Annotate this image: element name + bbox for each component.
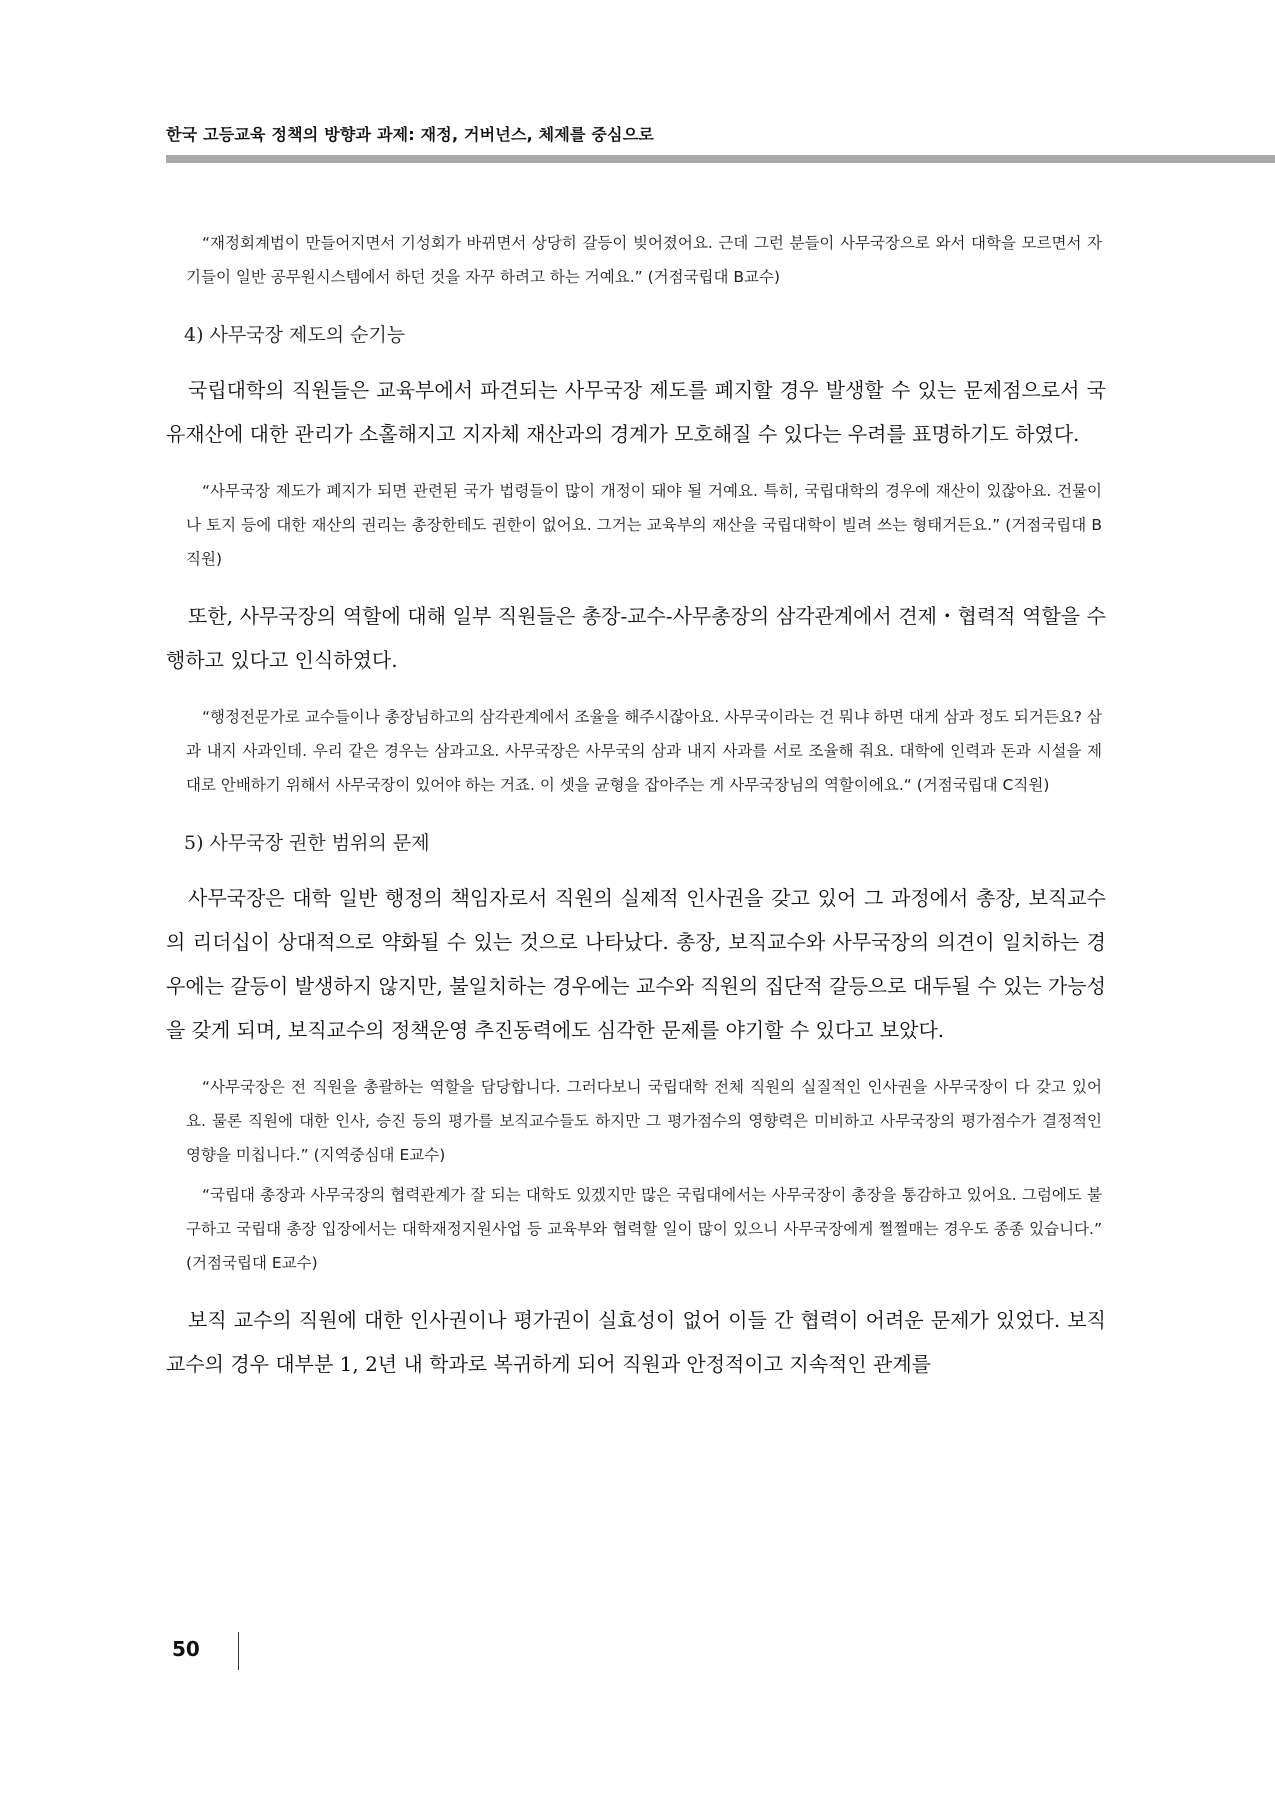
running-header: 한국 고등교육 정책의 방향과 과제: 재정, 거버넌스, 체제를 중심으로 [166, 125, 655, 144]
page-content [166, 226, 1106, 1386]
page-number: 50 [172, 1637, 200, 1661]
body-paragraph: 보직 교수의 직원에 대한 인사권이나 평가권이 실효성이 없어 이들 간 협력이 어려운 문제가 있었다. 보직 교수의 경우 대부분 1, 2년 내 학과로 복귀하게 되어 직원과 안정적이고 지속적인 관계를 [166, 1308, 1106, 1376]
section-heading: 5) 사무국장 권한 범위의 문제 [184, 832, 430, 854]
body-paragraph: 사무국장은 대학 일반 행정의 책임자로서 직원의 실제적 인사권을 갖고 있어 그 과정에서 총장, 보직교수의 리더십이 상대적으로 약화될 수 있는 것으로 나타났다. 총장, 보직교수와 사무국장의 의견이 일치하는 경우에는 갈등이 발생하지 않지만, 불일치하는 경우에는 교수와 직원의 집단적 갈등으로 대두될 수 있는 가능성을 갖게 되며, 보직교수의 정책운영 추진동력에도 심각한 문제를 야기할 수 있다고 보았다. [166, 886, 1106, 1042]
header-rule [166, 155, 1275, 163]
body-paragraph: 국립대학의 직원들은 교육부에서 파견되는 사무국장 제도를 폐지할 경우 발생할 수 있는 문제점으로서 국유재산에 대한 관리가 소홀해지고 지자체 재산과의 경계가 모호해질 수 있다는 우려를 표명하기도 하였다. [166, 378, 1106, 446]
interview-quote: “행정전문가로 교수들이나 총장님하고의 삼각관계에서 조율을 해주시잖아요. 사무국이라는 건 뭐냐 하면 대게 삼과 정도 되거든요? 삼과 내지 사과인데. 우리 같은 경우는 삼과고요. 사무국장은 사무국의 삼과 내지 사과를 서로 조율해 줘요. 대학에 인력과 돈과 시설을 제대로 안배하기 위해서 사무국장이 있어야 하는 거죠. 이 셋을 균형을 잡아주는 게 사무국장님의 역할이에요.“ (거점국립대 C직원) [186, 708, 1102, 794]
interview-quote: “재정회계법이 만들어지면서 기성회가 바뀌면서 상당히 갈등이 빚어졌어요. 근데 그런 분들이 사무국장으로 와서 대학을 모르면서 자기들이 일반 공무원시스템에서 하던 것을 자꾸 하려고 하는 거예요.” (거점국립대 B교수) [186, 234, 1102, 286]
footer-divider [238, 1632, 239, 1670]
interview-quote: “국립대 총장과 사무국장의 협력관계가 잘 되는 대학도 있겠지만 많은 국립대에서는 사무국장이 총장을 통감하고 있어요. 그럼에도 불구하고 국립대 총장 입장에서는 대학재정지원사업 등 교육부와 협력할 일이 많이 있으니 사무국장에게 쩔쩔매는 경우도 종종 있습니다.” (거점국립대 E교수) [186, 1186, 1102, 1272]
body-paragraph: 또한, 사무국장의 역할에 대해 일부 직원들은 총장-교수-사무총장의 삼각관계에서 견제・협력적 역할을 수행하고 있다고 인식하였다. [166, 604, 1106, 672]
interview-quote: “사무국장 제도가 폐지가 되면 관련된 국가 법령들이 많이 개정이 돼야 될 거예요. 특히, 국립대학의 경우에 재산이 있잖아요. 건물이나 토지 등에 대한 재산의 권리는 총장한테도 권한이 없어요. 그거는 교육부의 재산을 국립대학이 빌려 쓰는 형태거든요.” (거점국립대 B직원) [186, 482, 1102, 568]
interview-quote: “사무국장은 전 직원을 총괄하는 역할을 담당합니다. 그러다보니 국립대학 전체 직원의 실질적인 인사권을 사무국장이 다 갖고 있어요. 물론 직원에 대한 인사, 승진 등의 평가를 보직교수들도 하지만 그 평가점수의 영향력은 미비하고 사무국장의 평가점수가 결정적인 영향을 미칩니다.” (지역중심대 E교수) [186, 1078, 1102, 1164]
section-heading: 4) 사무국장 제도의 순기능 [184, 324, 406, 346]
